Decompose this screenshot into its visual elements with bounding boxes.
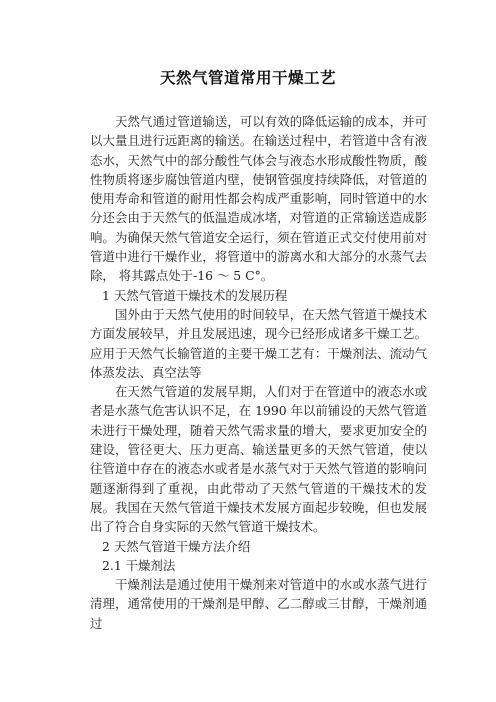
intro-paragraph: 天然气通过管道输送，可以有效的降低运输的成本，并可以大量且进行远距离的输送。在输送过程中，若管道中含有液态水，天然气中的部分酸性气体会与液态水形成酸性物质，酸性物质将逐步腐蚀管道内壁，使钢管强度持续降低，对管道的使用寿命和管道的耐用性都会构成严重影响，同时管道中的水分还会由于天然气的低温造成冰堵，对管道的正常输送造成影响。为确保天然气管道安全运行，须在管道正式交付使用前对管道中进行干燥作业，将管道中的游离水和大部分的水蒸气去除， 将其露点处于-16 ～ 5 C°。 — [90, 114, 427, 284]
document-body — [90, 112, 427, 633]
section-1-paragraph-1: 国外由于天然气使用的时间较早，在天然气管道干燥技术方面发展较早，并且发展迅速，现今已经形成诸多干燥工艺。应用于天然气长输管道的主要干燥工艺有：干燥剂法、流动气体蒸发法、真空法等 — [90, 306, 427, 380]
section-1-heading: 1 天然气管道干燥技术的发展历程 — [102, 287, 288, 303]
section-1-paragraph-2: 在天然气管道的发展早期，人们对于在管道中的液态水或者是水蒸气危害认识不足，在 1990 年以前铺设的天然气管道未进行干燥处理，随着天然气需求量的增大，要求更加安全的建设，管径更大、压力更高、输送量更多的天然气管道，使以往管道中存在的液态水或者是水蒸气对于天然气管道的影响问题逐渐得到了重视，由此带动了天然气管道的干燥技术的发展。我国在天然气管道干燥技术发展方面起步较晚，但也发展出了符合自身实际的天然气管道干燥技术。 — [90, 384, 427, 535]
section-2-heading: 2 天然气管道干燥方法介绍 — [102, 538, 251, 554]
section-2-1-paragraph: 干燥剂法是通过使用干燥剂来对管道中的水或水蒸气进行清理，通常使用的干燥剂是甲醇、乙二醇或三甘醇，干燥剂通过 — [90, 577, 427, 631]
document-title: 天然气管道常用干燥工艺 — [159, 68, 336, 87]
section-2-1-heading: 2.1 干燥剂法 — [102, 557, 176, 573]
